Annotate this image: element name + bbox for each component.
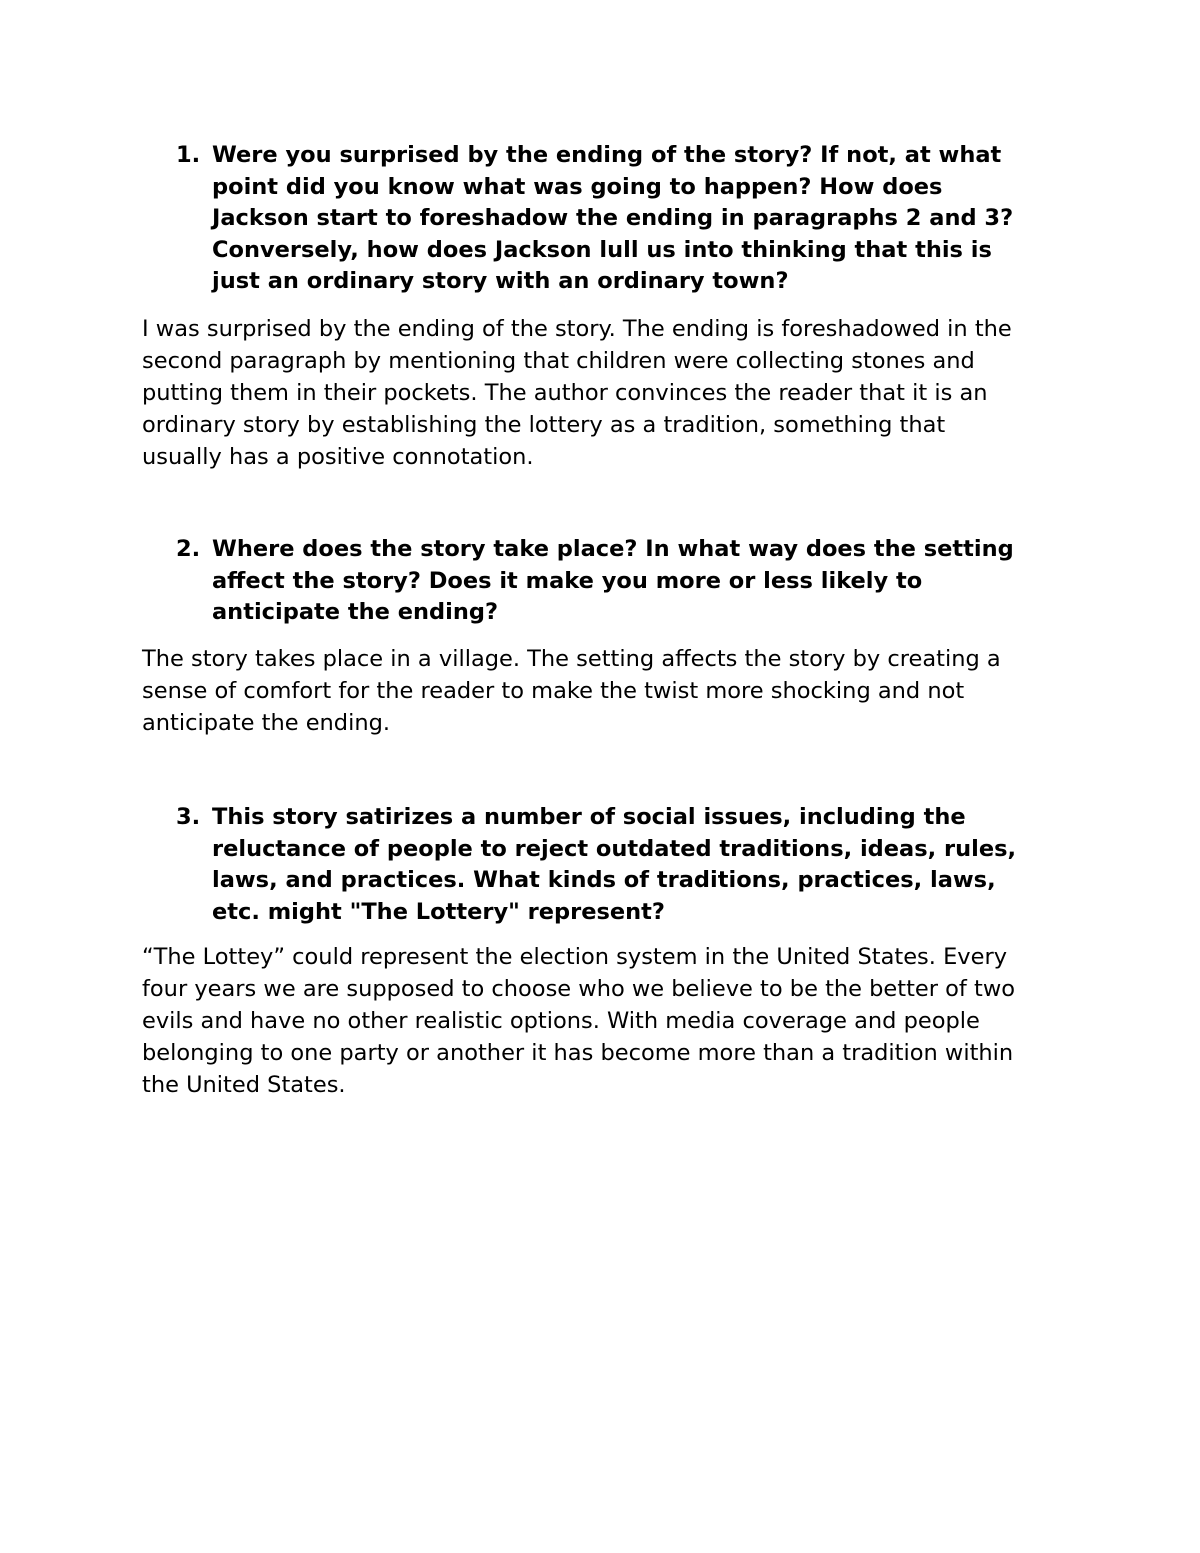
question-number-2: 2. [176,536,201,562]
answer-1: I was surprised by the ending of the story. The ending is foreshadowed in the second paragraph by mentioning that children were collecting stones and putting them in their pockets. The author convinces the reader that it is an ordinary story by establishing the lottery as a tradition, something that usually has a positive connotation. [142,315,1012,470]
question-3 [142,802,1072,928]
question-text-1: Were you surprised by the ending of the story? If not, at what point did you know what was going to happen? How does Jackson start to foreshadow the ending in paragraphs 2 and 3? Conversely, how does Jackson lull us into thinking that this is just an ordinary story with an ordinary town? [212,142,1014,294]
question-2 [142,534,1072,629]
question-1 [142,140,1072,298]
answer-2: The story takes place in a village. The setting affects the story by creating a sense of comfort for the reader to make the twist more shocking and not anticipate the ending. [142,645,1001,736]
question-block-2 [142,534,1072,739]
question-block-1 [142,140,1072,473]
question-number-1: 1. [176,142,201,168]
question-text-3: This story satirizes a number of social issues, including the reluctance of people to reject outdated traditions, ideas, rules, laws, and practices. What kinds of traditions, practices, laws, etc. might "The Lottery" represent? [212,804,1017,925]
question-text-2: Where does the story take place? In what way does the setting affect the story? Does it make you more or less likely to anticipate the ending? [212,536,1014,625]
answer-3: “The Lottey” could represent the election system in the United States. Every four years we are supposed to choose who we believe to be the better of two evils and have no other realistic options. With media coverage and people belonging to one party or another it has become more than a tradition within the United States. [142,944,1015,1098]
question-block-3 [142,802,1072,1101]
question-number-3: 3. [176,804,201,830]
